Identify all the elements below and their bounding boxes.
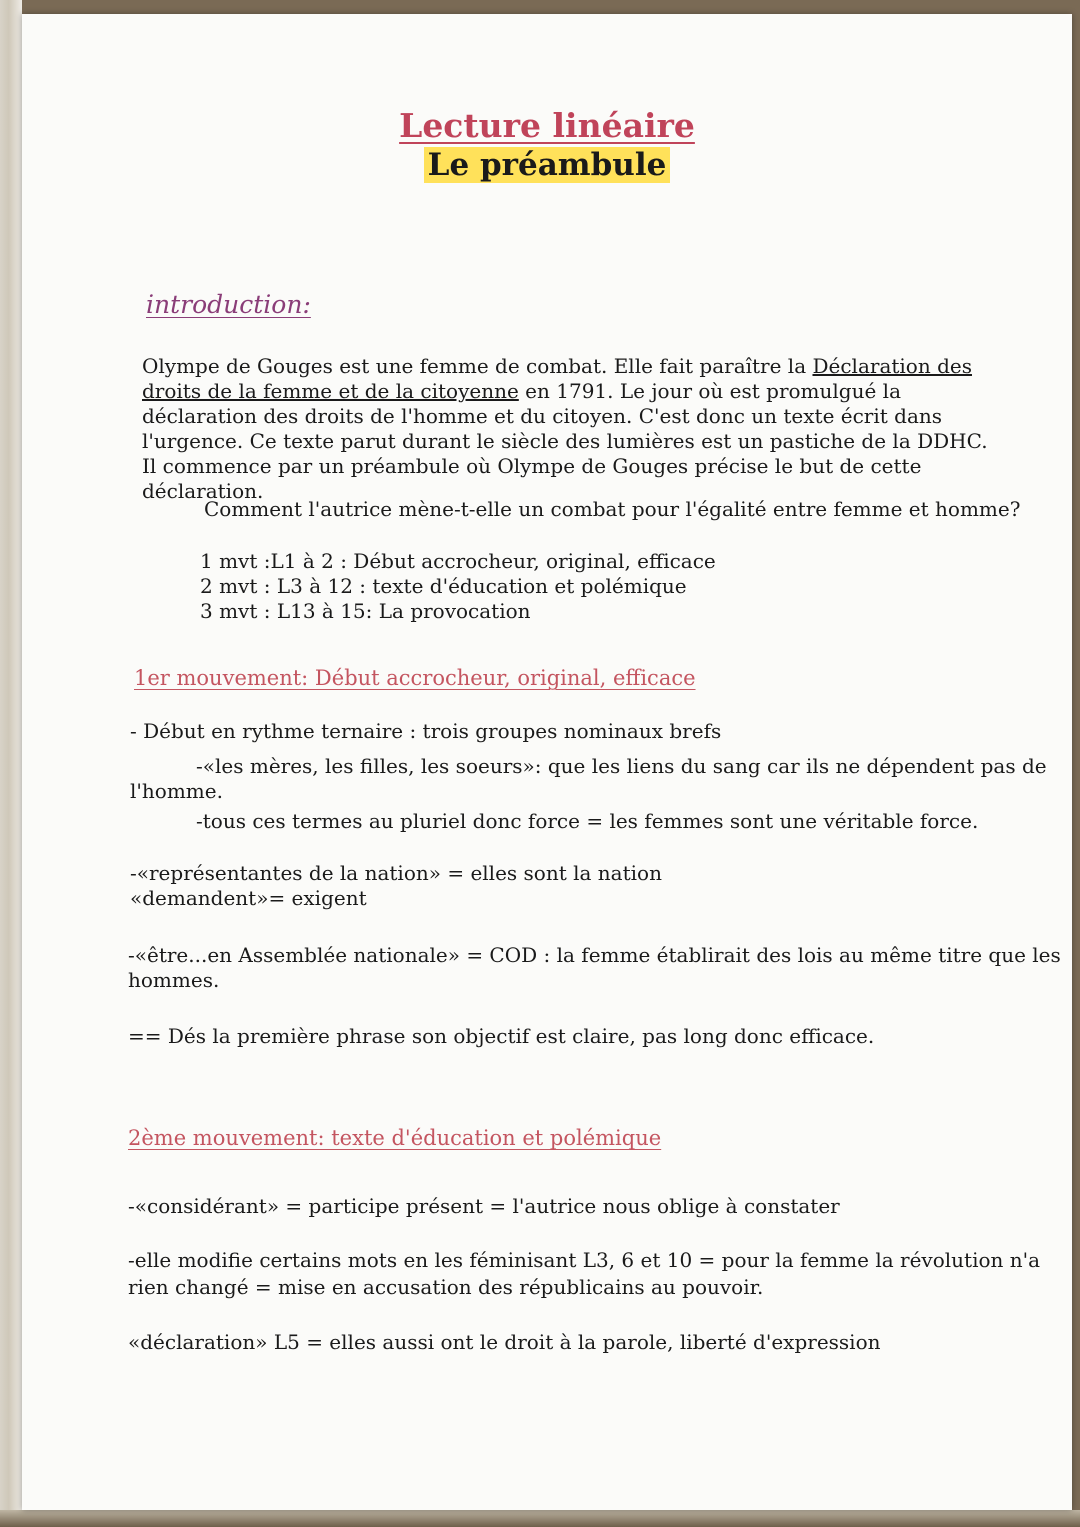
mvt1-conclusion: == Dés la première phrase son objectif est claire, pas long donc efficace. (128, 1024, 875, 1048)
mvt1-line: -«être...en Assemblée nationale» = COD : la femme établirait des lois au même titre que les (128, 943, 1061, 967)
mvt1-line: -«les mères, les filles, les soeurs»: que les liens du sang car ils ne dépendent pas de (196, 754, 1047, 778)
outline-item: 2 mvt : L3 à 12 : texte d'éducation et polémique (200, 574, 687, 598)
mvt2-line: -«considérant» = participe présent = l'autrice nous oblige à constater (128, 1194, 840, 1218)
paper-bottom-edge (0, 1510, 1080, 1527)
mvt1-line: l'homme. (130, 779, 223, 803)
mvt2-line: «déclaration» L5 = elles aussi ont le droit à la parole, liberté d'expression (128, 1330, 881, 1354)
movements-outline (200, 549, 716, 624)
mvt1-line: -«représentantes de la nation» = elles sont la nation (130, 861, 662, 885)
mvt1-line: -tous ces termes au pluriel donc force = les femmes sont une véritable force. (196, 809, 979, 833)
paper-left-edge (0, 0, 22, 1527)
mvt2-heading: 2ème mouvement: texte d'éducation et polémique (128, 1126, 662, 1150)
document-page (22, 14, 1072, 1510)
mvt1-line: hommes. (128, 968, 220, 992)
mvt1-line: «demandent»= exigent (130, 886, 367, 910)
introduction-heading: introduction: (146, 290, 311, 319)
outline-item: 1 mvt :L1 à 2 : Début accrocheur, original, efficace (200, 549, 716, 573)
problematic-question: Comment l'autrice mène-t-elle un combat pour l'égalité entre femme et homme? (204, 497, 1021, 521)
declaration-title: Déclaration des droits de la femme et de la citoyenne (142, 354, 972, 403)
mvt1-heading: 1er mouvement: Début accrocheur, original, efficace (134, 666, 696, 690)
introduction-paragraph: Olympe de Gouges est une femme de combat. Elle fait paraître la Déclaration des droits de la femme et de la citoyenne en 1791. Le jour où est promulgué la déclaration des droits de l'homme et du citoyen. C'est donc un texte écrit dans l'urgence. Ce texte parut durant le siècle des lumières est un pastiche de la DDHC. Il commence par un préambule où Olympe de Gouges précise le but de cette déclaration. (142, 354, 988, 503)
page-subtitle: Le préambule (22, 147, 1072, 183)
mvt2-line: -elle modifie certains mots en les féminisant L3, 6 et 10 = pour la femme la révolution n'a (128, 1248, 1041, 1272)
mvt2-line: rien changé = mise en accusation des républicains au pouvoir. (128, 1275, 764, 1299)
outline-item: 3 mvt : L13 à 15: La provocation (200, 599, 531, 623)
mvt1-line: - Début en rythme ternaire : trois groupes nominaux brefs (130, 719, 722, 743)
page-title: Lecture linéaire (399, 106, 695, 145)
